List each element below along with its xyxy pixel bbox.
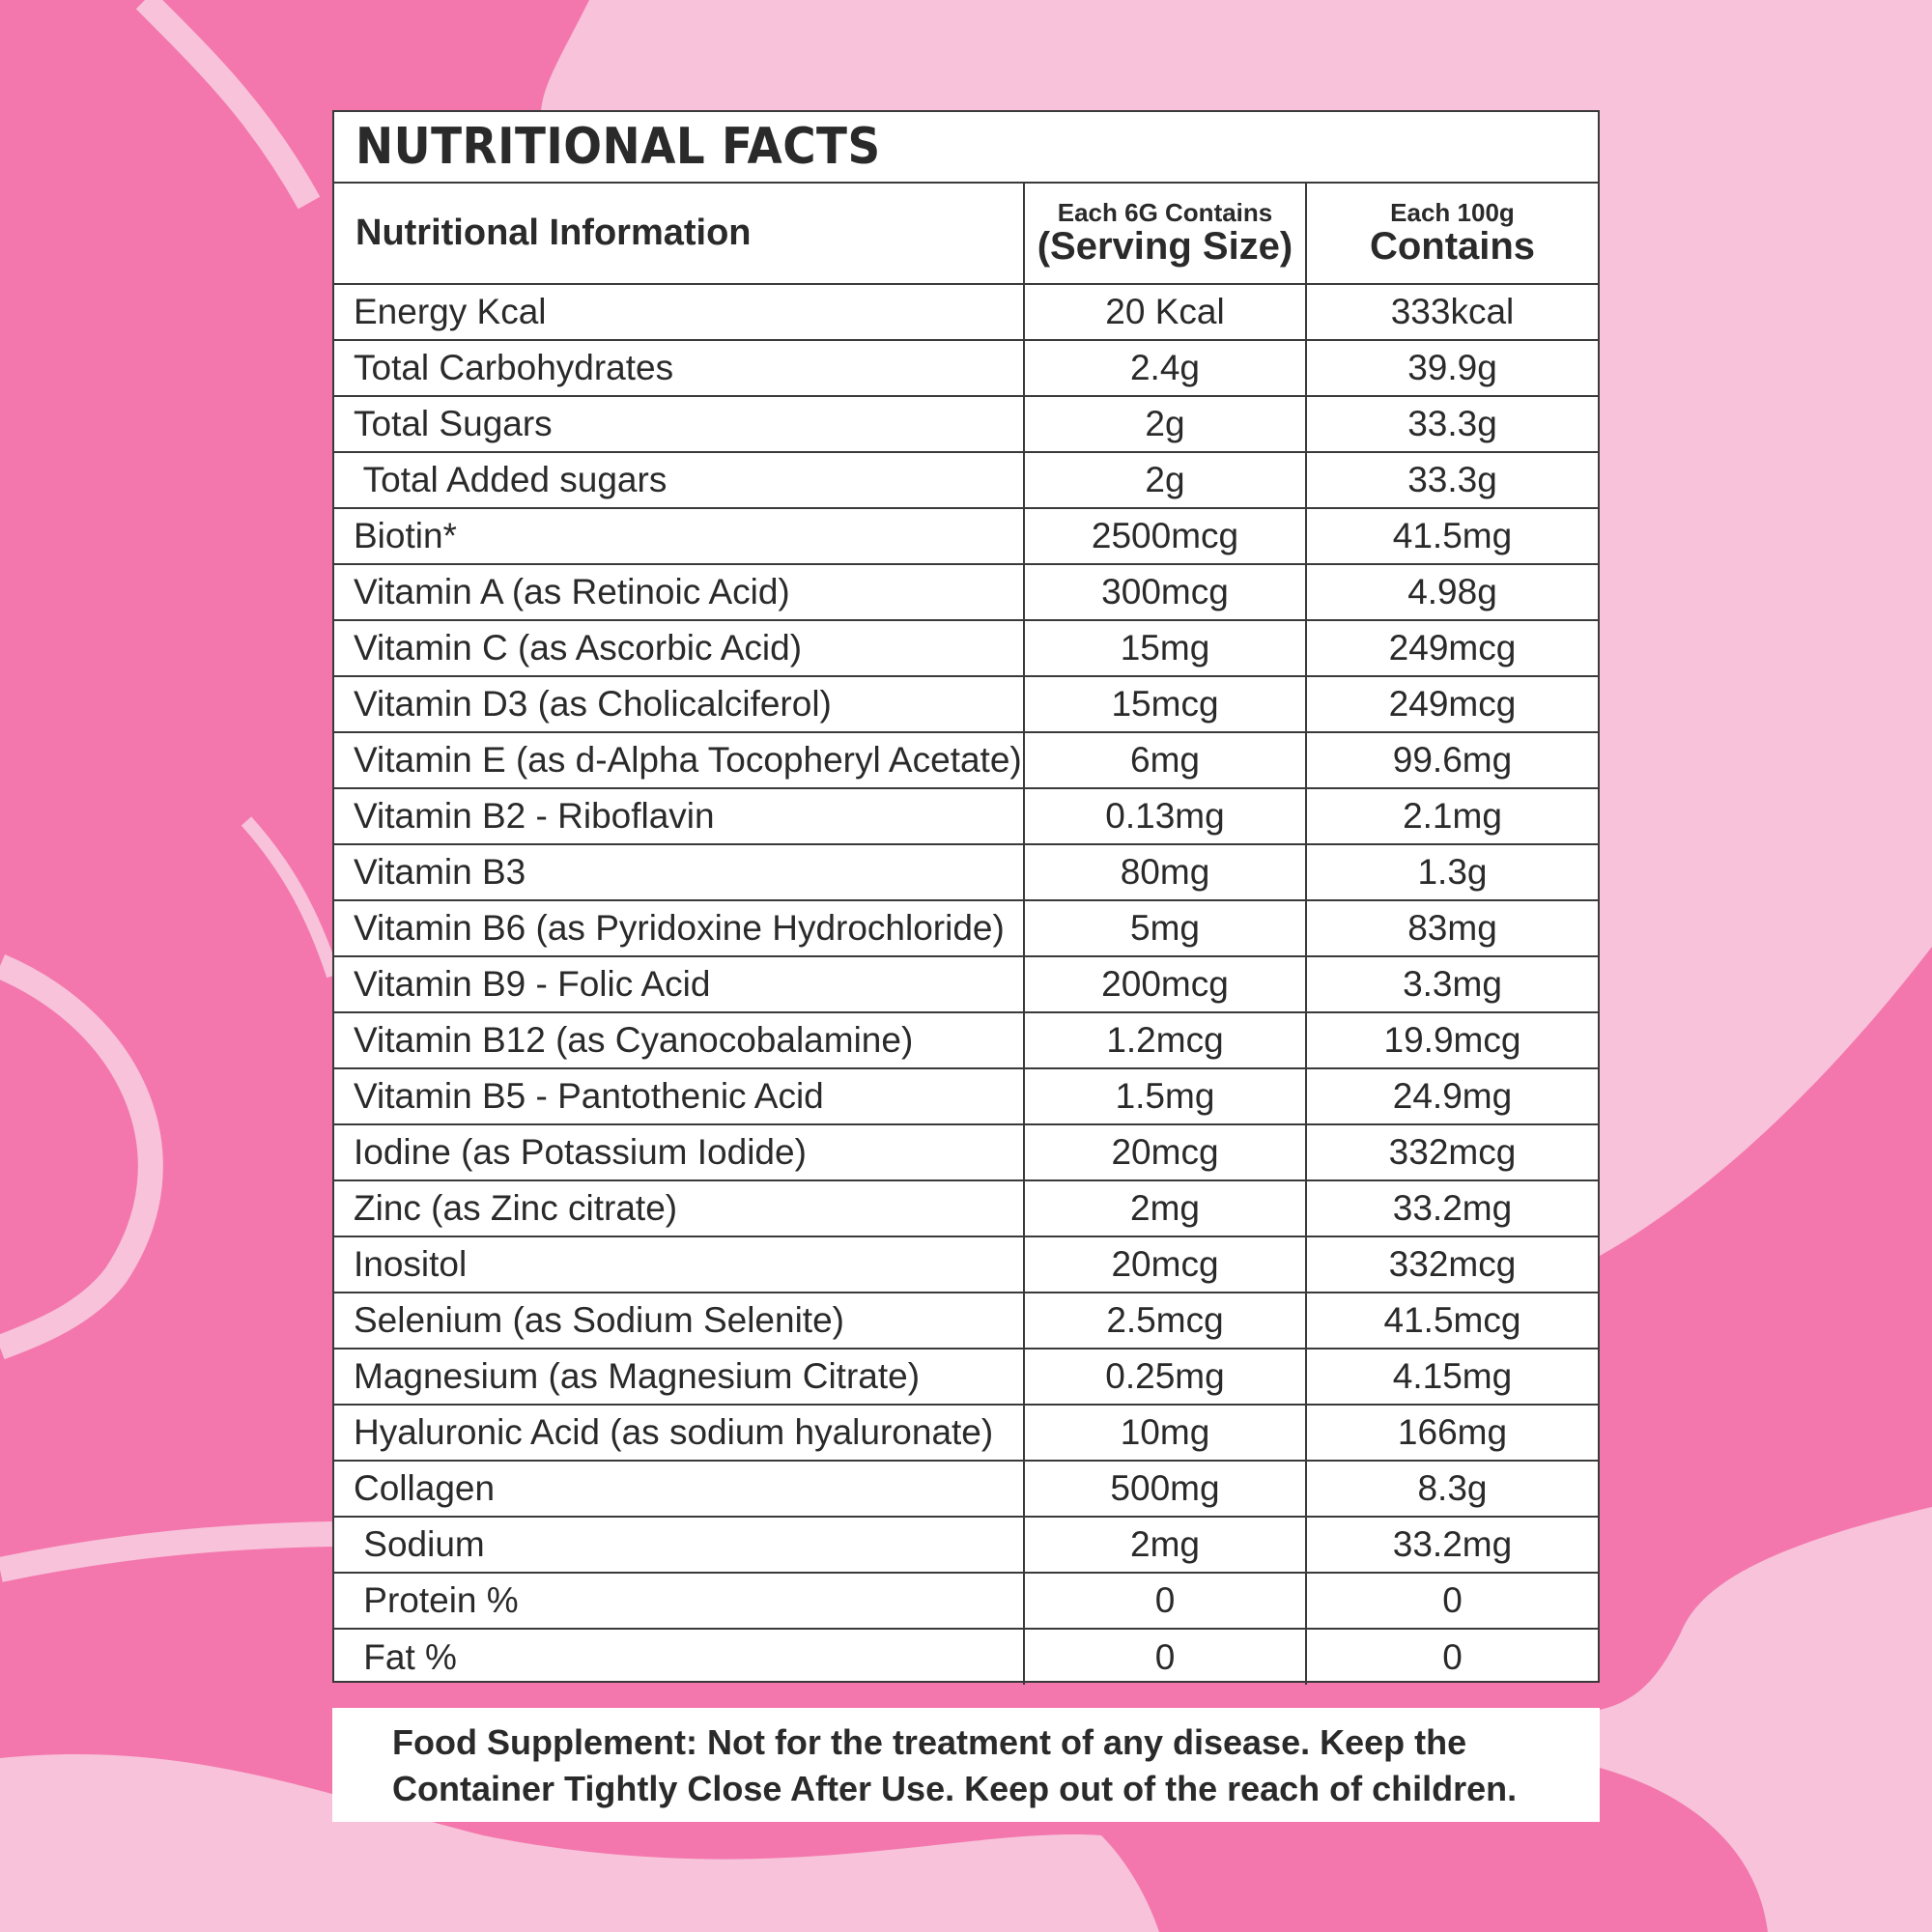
- per-100g-value: 33.3g: [1306, 396, 1598, 452]
- per-100g-value: 33.3g: [1306, 452, 1598, 508]
- table-row: [334, 620, 1598, 676]
- table-body: [334, 284, 1598, 1685]
- serving-value: 20 Kcal: [1024, 284, 1306, 340]
- per-100g-value: 4.15mg: [1306, 1349, 1598, 1405]
- table-row: [334, 284, 1598, 340]
- table-header-row: [334, 184, 1598, 284]
- per-100g-value: 3.3mg: [1306, 956, 1598, 1012]
- table-row: [334, 508, 1598, 564]
- table-row: [334, 1124, 1598, 1180]
- table-row: [334, 676, 1598, 732]
- per-100g-value: 99.6mg: [1306, 732, 1598, 788]
- table-row: [334, 732, 1598, 788]
- nutrition-facts-title: NUTRITIONAL FACTS: [334, 112, 1598, 184]
- table-row: [334, 1293, 1598, 1349]
- nutrient-name: Zinc (as Zinc citrate): [334, 1180, 1024, 1236]
- nutrient-name: Vitamin B12 (as Cyanocobalamine): [334, 1012, 1024, 1068]
- table-row: [334, 1068, 1598, 1124]
- nutrient-name: Vitamin A (as Retinoic Acid): [334, 564, 1024, 620]
- per-100g-value: 0: [1306, 1573, 1598, 1629]
- per-100g-value: 83mg: [1306, 900, 1598, 956]
- serving-value: 2mg: [1024, 1180, 1306, 1236]
- table-row: [334, 340, 1598, 396]
- nutrition-table: [334, 184, 1598, 1685]
- header-serving-size: [1024, 184, 1306, 284]
- supplement-note-line-2: Container Tightly Close After Use. Keep out of the reach of children.: [392, 1769, 1518, 1808]
- serving-value: 2mg: [1024, 1517, 1306, 1573]
- serving-value: 5mg: [1024, 900, 1306, 956]
- serving-value: 300mcg: [1024, 564, 1306, 620]
- serving-value: 15mcg: [1024, 676, 1306, 732]
- per-100g-value: 0: [1306, 1629, 1598, 1685]
- header-per-100g-big: Contains: [1369, 225, 1536, 269]
- nutrient-name: Energy Kcal: [334, 284, 1024, 340]
- table-row: [334, 1236, 1598, 1293]
- table-row: [334, 396, 1598, 452]
- serving-value: 0.25mg: [1024, 1349, 1306, 1405]
- nutrient-name: Vitamin B3: [334, 844, 1024, 900]
- table-row: [334, 564, 1598, 620]
- table-row: [334, 956, 1598, 1012]
- table-row: [334, 1573, 1598, 1629]
- header-per-100g: [1306, 184, 1598, 284]
- header-serving-size-small: Each 6G Contains: [1057, 197, 1273, 227]
- nutrient-name: Total Carbohydrates: [334, 340, 1024, 396]
- nutrient-name: Vitamin E (as d-Alpha Tocopheryl Acetate): [334, 732, 1024, 788]
- header-per-100g-small: Each 100g: [1390, 197, 1515, 227]
- serving-value: 10mg: [1024, 1405, 1306, 1461]
- per-100g-value: 41.5mcg: [1306, 1293, 1598, 1349]
- per-100g-value: 249mcg: [1306, 676, 1598, 732]
- nutrient-name: Total Added sugars: [334, 452, 1024, 508]
- serving-value: 20mcg: [1024, 1236, 1306, 1293]
- serving-value: 6mg: [1024, 732, 1306, 788]
- serving-value: 500mg: [1024, 1461, 1306, 1517]
- nutrient-name: Sodium: [334, 1517, 1024, 1573]
- nutrient-name: Collagen: [334, 1461, 1024, 1517]
- serving-value: 1.5mg: [1024, 1068, 1306, 1124]
- nutrient-name: Total Sugars: [334, 396, 1024, 452]
- background-light-blob-top: [541, 0, 1932, 116]
- nutrient-name: Vitamin D3 (as Cholicalciferol): [334, 676, 1024, 732]
- per-100g-value: 33.2mg: [1306, 1180, 1598, 1236]
- nutrient-name: Vitamin B2 - Riboflavin: [334, 788, 1024, 844]
- serving-value: 2g: [1024, 396, 1306, 452]
- table-row: [334, 452, 1598, 508]
- serving-value: 20mcg: [1024, 1124, 1306, 1180]
- table-row: [334, 1629, 1598, 1685]
- header-serving-size-big: (Serving Size): [1037, 225, 1293, 269]
- nutrient-name: Biotin*: [334, 508, 1024, 564]
- table-row: [334, 1461, 1598, 1517]
- per-100g-value: 1.3g: [1306, 844, 1598, 900]
- table-row: [334, 1012, 1598, 1068]
- header-nutritional-information: Nutritional Information: [334, 184, 1024, 284]
- serving-value: 0: [1024, 1573, 1306, 1629]
- nutrient-name: Vitamin B5 - Pantothenic Acid: [334, 1068, 1024, 1124]
- per-100g-value: 33.2mg: [1306, 1517, 1598, 1573]
- table-row: [334, 1180, 1598, 1236]
- nutrition-facts-panel: [332, 110, 1600, 1683]
- per-100g-value: 19.9mcg: [1306, 1012, 1598, 1068]
- serving-value: 2500mcg: [1024, 508, 1306, 564]
- nutrient-name: Selenium (as Sodium Selenite): [334, 1293, 1024, 1349]
- per-100g-value: 332mcg: [1306, 1236, 1598, 1293]
- per-100g-value: 41.5mg: [1306, 508, 1598, 564]
- nutrient-name: Inositol: [334, 1236, 1024, 1293]
- table-row: [334, 900, 1598, 956]
- nutrient-name: Protein %: [334, 1573, 1024, 1629]
- nutrient-name: Iodine (as Potassium Iodide): [334, 1124, 1024, 1180]
- per-100g-value: 166mg: [1306, 1405, 1598, 1461]
- table-row: [334, 1349, 1598, 1405]
- serving-value: 2g: [1024, 452, 1306, 508]
- serving-value: 1.2mcg: [1024, 1012, 1306, 1068]
- serving-value: 15mg: [1024, 620, 1306, 676]
- per-100g-value: 4.98g: [1306, 564, 1598, 620]
- nutrient-name: Magnesium (as Magnesium Citrate): [334, 1349, 1024, 1405]
- serving-value: 2.5mcg: [1024, 1293, 1306, 1349]
- serving-value: 80mg: [1024, 844, 1306, 900]
- per-100g-value: 24.9mg: [1306, 1068, 1598, 1124]
- table-row: [334, 844, 1598, 900]
- table-row: [334, 1405, 1598, 1461]
- nutrient-name: Vitamin B6 (as Pyridoxine Hydrochloride): [334, 900, 1024, 956]
- serving-value: 200mcg: [1024, 956, 1306, 1012]
- per-100g-value: 8.3g: [1306, 1461, 1598, 1517]
- per-100g-value: 39.9g: [1306, 340, 1598, 396]
- per-100g-value: 2.1mg: [1306, 788, 1598, 844]
- supplement-note: [332, 1708, 1600, 1822]
- serving-value: 0: [1024, 1629, 1306, 1685]
- nutrient-name: Fat %: [334, 1629, 1024, 1685]
- table-row: [334, 1517, 1598, 1573]
- per-100g-value: 249mcg: [1306, 620, 1598, 676]
- table-row: [334, 788, 1598, 844]
- supplement-note-line-1: Food Supplement: Not for the treatment of any disease. Keep the: [392, 1722, 1467, 1762]
- serving-value: 0.13mg: [1024, 788, 1306, 844]
- serving-value: 2.4g: [1024, 340, 1306, 396]
- nutrient-name: Vitamin B9 - Folic Acid: [334, 956, 1024, 1012]
- nutrient-name: Vitamin C (as Ascorbic Acid): [334, 620, 1024, 676]
- per-100g-value: 333kcal: [1306, 284, 1598, 340]
- per-100g-value: 332mcg: [1306, 1124, 1598, 1180]
- nutrient-name: Hyaluronic Acid (as sodium hyaluronate): [334, 1405, 1024, 1461]
